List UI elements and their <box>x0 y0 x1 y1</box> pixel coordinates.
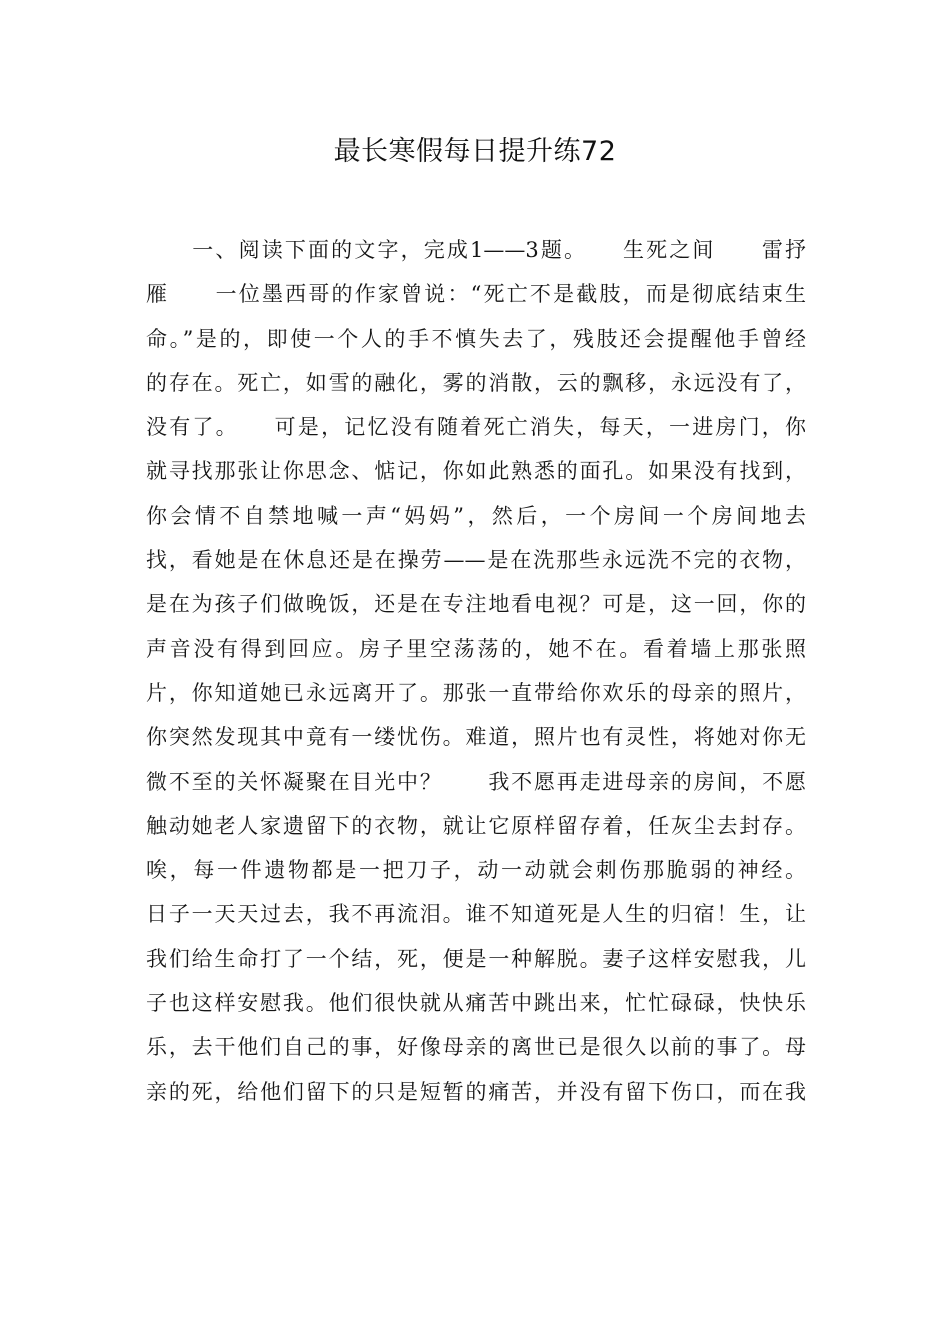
body-line: 找，看她是在休息还是在操劳——是在洗那些永远洗不完的衣物， <box>146 548 806 573</box>
body-line: 是在为孩子们做晚饭，还是在专注地看电视？可是，这一回，你的 <box>146 592 806 617</box>
body-line: 片，你知道她已永远离开了。那张一直带给你欢乐的母亲的照片， <box>146 680 806 705</box>
body-line: 亲的死，给他们留下的只是短暂的痛苦，并没有留下伤口，而在我 <box>146 1079 806 1104</box>
body-line: 微不至的关怀凝聚在目光中？ 我不愿再走进母亲的房间，不愿 <box>146 769 806 794</box>
body-line: 一、阅读下面的文字，完成1——3题。 生死之间 雷抒 <box>146 238 806 262</box>
body-line: 我们给生命打了一个结，死，便是一种解脱。妻子这样安慰我，儿 <box>146 946 806 971</box>
body-line: 雁 一位墨西哥的作家曾说：“死亡不是截肢，而是彻底结束生 <box>146 282 806 307</box>
body-line: 你突然发现其中竟有一缕忧伤。难道，照片也有灵性，将她对你无 <box>146 725 806 750</box>
body-line: 子也这样安慰我。他们很快就从痛苦中跳出来，忙忙碌碌，快快乐 <box>146 991 806 1016</box>
body-line: 唉，每一件遗物都是一把刀子，动一动就会刺伤那脆弱的神经。 <box>146 858 806 883</box>
body-line: 声音没有得到回应。房子里空荡荡的，她不在。看着墙上那张照 <box>146 636 806 661</box>
body-line: 没有了。 可是，记忆没有随着死亡消失，每天，一进房门，你 <box>146 415 806 440</box>
body-line: 乐，去干他们自己的事，好像母亲的离世已是很久以前的事了。母 <box>146 1035 806 1060</box>
body-line: 命。”是的，即使一个人的手不慎失去了，残肢还会提醒他手曾经 <box>146 326 806 351</box>
body-line: 你会情不自禁地喊一声“妈妈”，然后，一个房间一个房间地去 <box>146 503 806 528</box>
document-title: 最长寒假每日提升练72 <box>333 136 617 167</box>
body-line: 触动她老人家遗留下的衣物，就让它原样留存着，任灰尘去封存。 <box>146 813 806 838</box>
body-line: 日子一天天过去，我不再流泪。谁不知道死是人生的归宿！生，让 <box>146 902 806 927</box>
document-body <box>146 228 806 1114</box>
body-line: 就寻找那张让你思念、惦记，你如此熟悉的面孔。如果没有找到， <box>146 459 806 484</box>
body-line: 的存在。死亡，如雪的融化，雾的消散，云的飘移，永远没有了， <box>146 370 806 395</box>
